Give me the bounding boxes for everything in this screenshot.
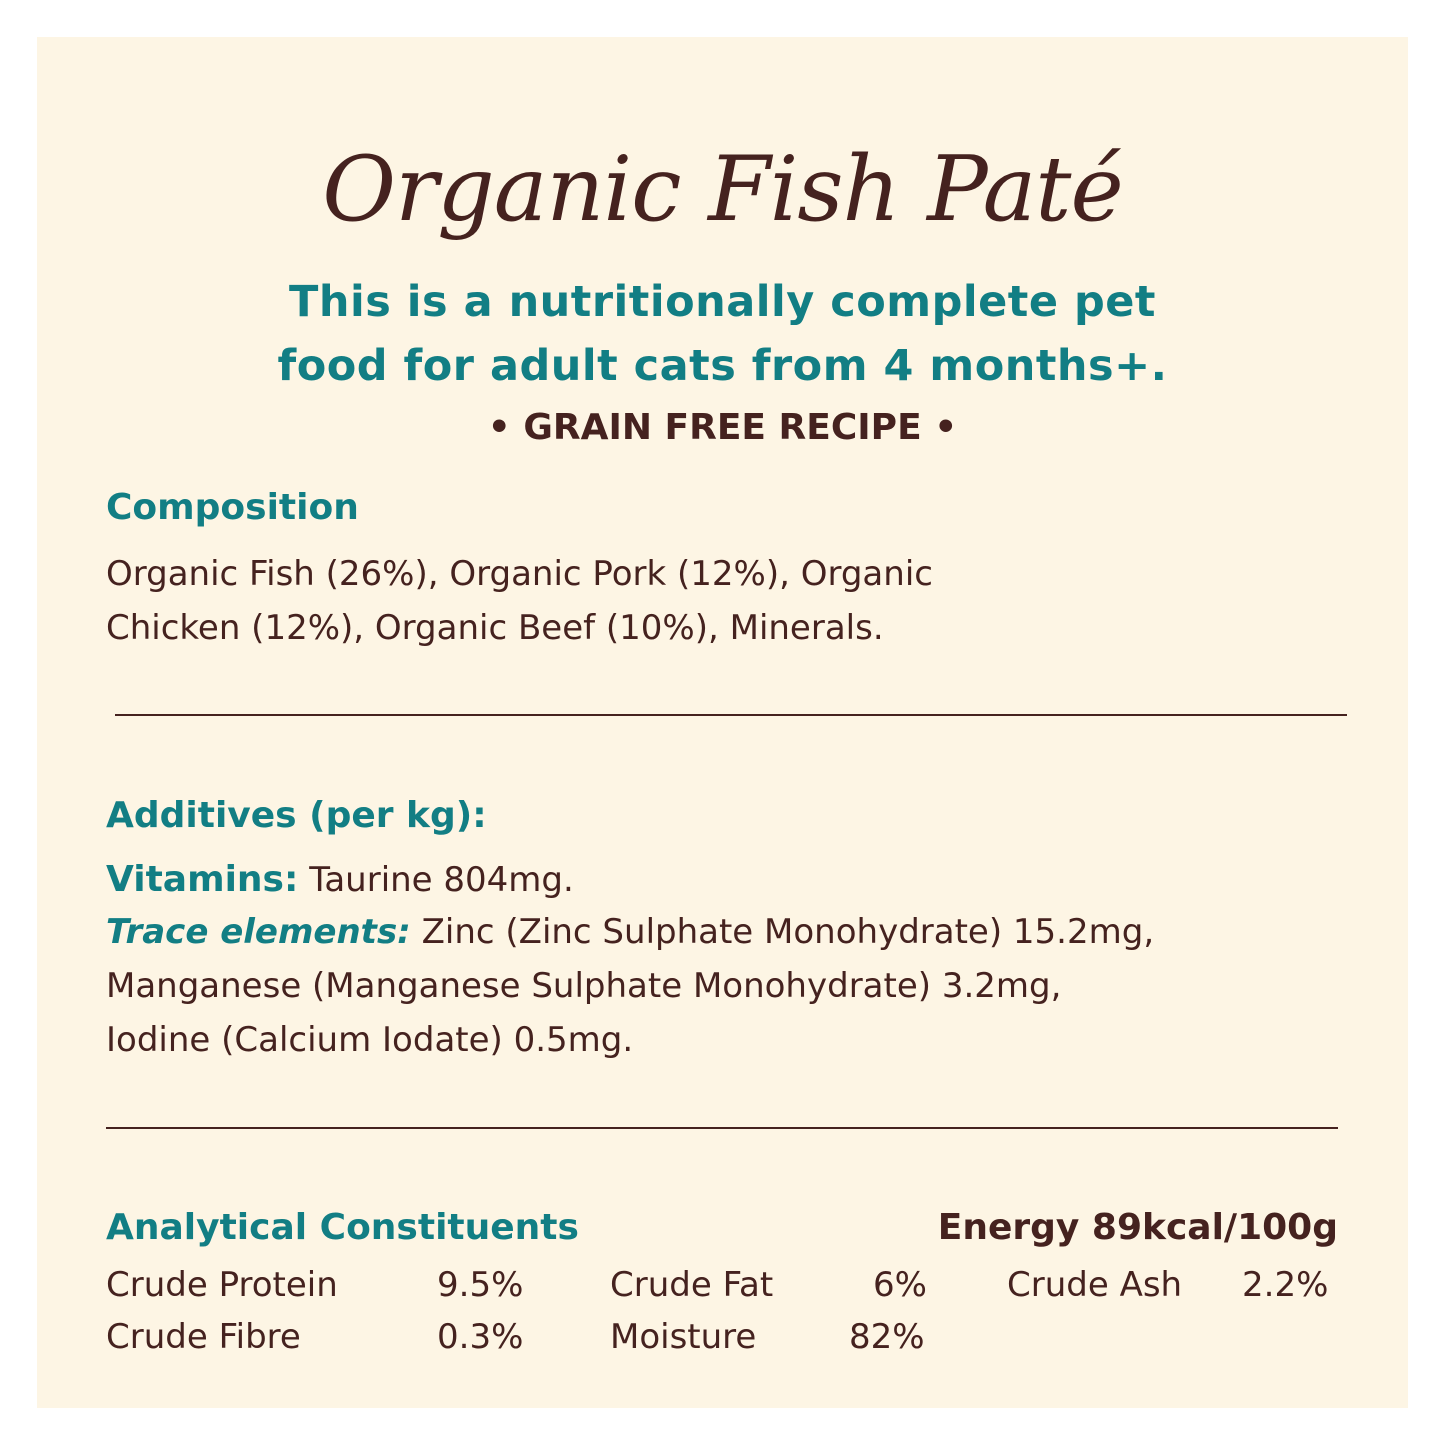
constituent-name: Moisture [610, 1317, 757, 1357]
constituent-value: 0.3% [437, 1317, 524, 1357]
constituent-name: Crude Ash [1007, 1265, 1183, 1305]
composition-heading: Composition [106, 487, 359, 528]
constituent-name: Crude Fat [610, 1265, 774, 1305]
vitamins-line [106, 853, 574, 907]
trace-label: Trace elements: [106, 912, 411, 952]
energy-value: Energy 89kcal/100g [937, 1207, 1338, 1248]
trace-value: Zinc (Zinc Sulphate Monohydrate) 15.2mg, [421, 912, 1155, 952]
composition-text [106, 547, 1206, 655]
constituent-name: Crude Fibre [106, 1317, 301, 1357]
grain-free-badge: • GRAIN FREE RECIPE • [487, 407, 958, 448]
trace-line [106, 905, 1356, 959]
composition-line: Organic Fish (26%), Organic Pork (12%), Organic [106, 554, 933, 594]
trace-line: Manganese (Manganese Sulphate Monohydrate) 3.2mg, [106, 966, 1062, 1006]
analytical-heading: Analytical Constituents [106, 1207, 579, 1248]
constituent-value: 2.2% [1242, 1265, 1329, 1305]
vitamins-label: Vitamins: [106, 859, 299, 900]
subtitle-line-2: food for adult cats from 4 months+. [277, 341, 1168, 391]
vitamins-value: Taurine 804mg. [309, 860, 574, 900]
product-subtitle [37, 270, 1408, 398]
divider [106, 1127, 1338, 1129]
trace-line: Iodine (Calcium Iodate) 0.5mg. [106, 1020, 634, 1060]
additives-heading: Additives (per kg): [106, 795, 487, 836]
constituent-name: Crude Protein [106, 1265, 338, 1305]
subtitle-line-1: This is a nutritionally complete pet [289, 277, 1156, 327]
label-panel [37, 37, 1408, 1408]
composition-line: Chicken (12%), Organic Beef (10%), Minerals. [106, 608, 884, 648]
divider [115, 714, 1347, 716]
constituent-value: 6% [873, 1265, 927, 1305]
constituent-value: 9.5% [437, 1265, 524, 1305]
product-title: Organic Fish Paté [322, 137, 1123, 242]
constituent-value: 82% [849, 1317, 925, 1357]
trace-elements [106, 905, 1356, 1067]
